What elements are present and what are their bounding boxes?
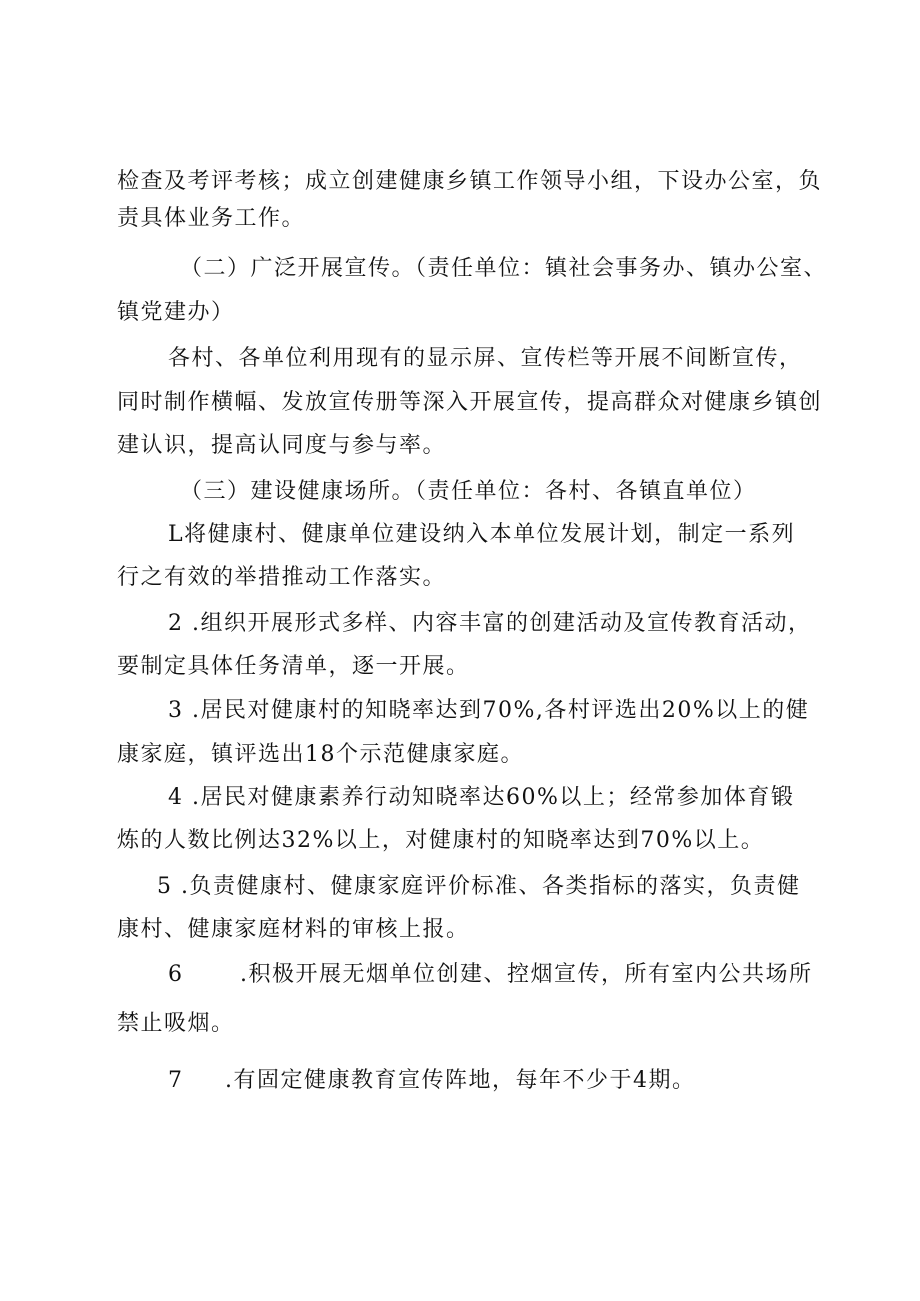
paragraph-line: 检查及考评考核；成立创建健康乡镇工作领导小组，下设办公室，负 — [117, 169, 823, 194]
section-heading-2: （二）广泛开展宣传。（责任单位：镇社会事务办、镇办公室、 — [180, 256, 828, 281]
list-item-2: 2 .组织开展形式多样、内容丰富的创建活动及宣传教育活动， — [168, 611, 812, 636]
paragraph-line: 炼的人数比例达32%以上，对健康村的知晓率达到70%以上。 — [117, 828, 765, 853]
paragraph-line: 镇党建办） — [117, 300, 235, 325]
paragraph-line: 建认识，提高认同度与参与率。 — [117, 433, 447, 458]
paragraph-line: 禁止吸烟。 — [117, 1011, 235, 1036]
paragraph-line: 康村、健康家庭材料的审核上报。 — [117, 917, 470, 942]
list-item-6: .积极开展无烟单位创建、控烟宣传，所有室内公共场所 — [240, 962, 813, 987]
section-heading-3: （三）建设健康场所。（责任单位：各村、各镇直单位） — [180, 479, 757, 504]
paragraph-line: 要制定具体任务清单，逐一开展。 — [117, 654, 470, 679]
list-item-7: .有固定健康教育宣传阵地，每年不少于4期。 — [225, 1068, 696, 1093]
paragraph-line: 康家庭，镇评选出18个示范健康家庭。 — [117, 742, 524, 767]
list-item-7-number: 7 — [168, 1068, 184, 1093]
paragraph-line: 责具体业务工作。 — [117, 206, 306, 231]
paragraph-line: 行之有效的举措推动工作落实。 — [117, 565, 447, 590]
paragraph-line: 同时制作横幅、发放宣传册等深入开展宣传，提高群众对健康乡镇创 — [117, 390, 823, 415]
list-item-4: 4 .居民对健康素养行动知晓率达60%以上；经常参加体育锻 — [168, 785, 795, 810]
paragraph-line: 各村、各单位利用现有的显示屏、宣传栏等开展不间断宣传， — [168, 346, 803, 371]
list-item-1: L将健康村、健康单位建设纳入本单位发展计划，制定一系列 — [168, 522, 796, 547]
list-item-5: 5 .负责健康村、健康家庭评价标准、各类指标的落实，负责健 — [157, 874, 801, 899]
list-item-6-number: 6 — [168, 962, 184, 987]
list-item-3: 3 .居民对健康村的知晓率达到70%,各村评选出20%以上的健 — [168, 698, 810, 723]
